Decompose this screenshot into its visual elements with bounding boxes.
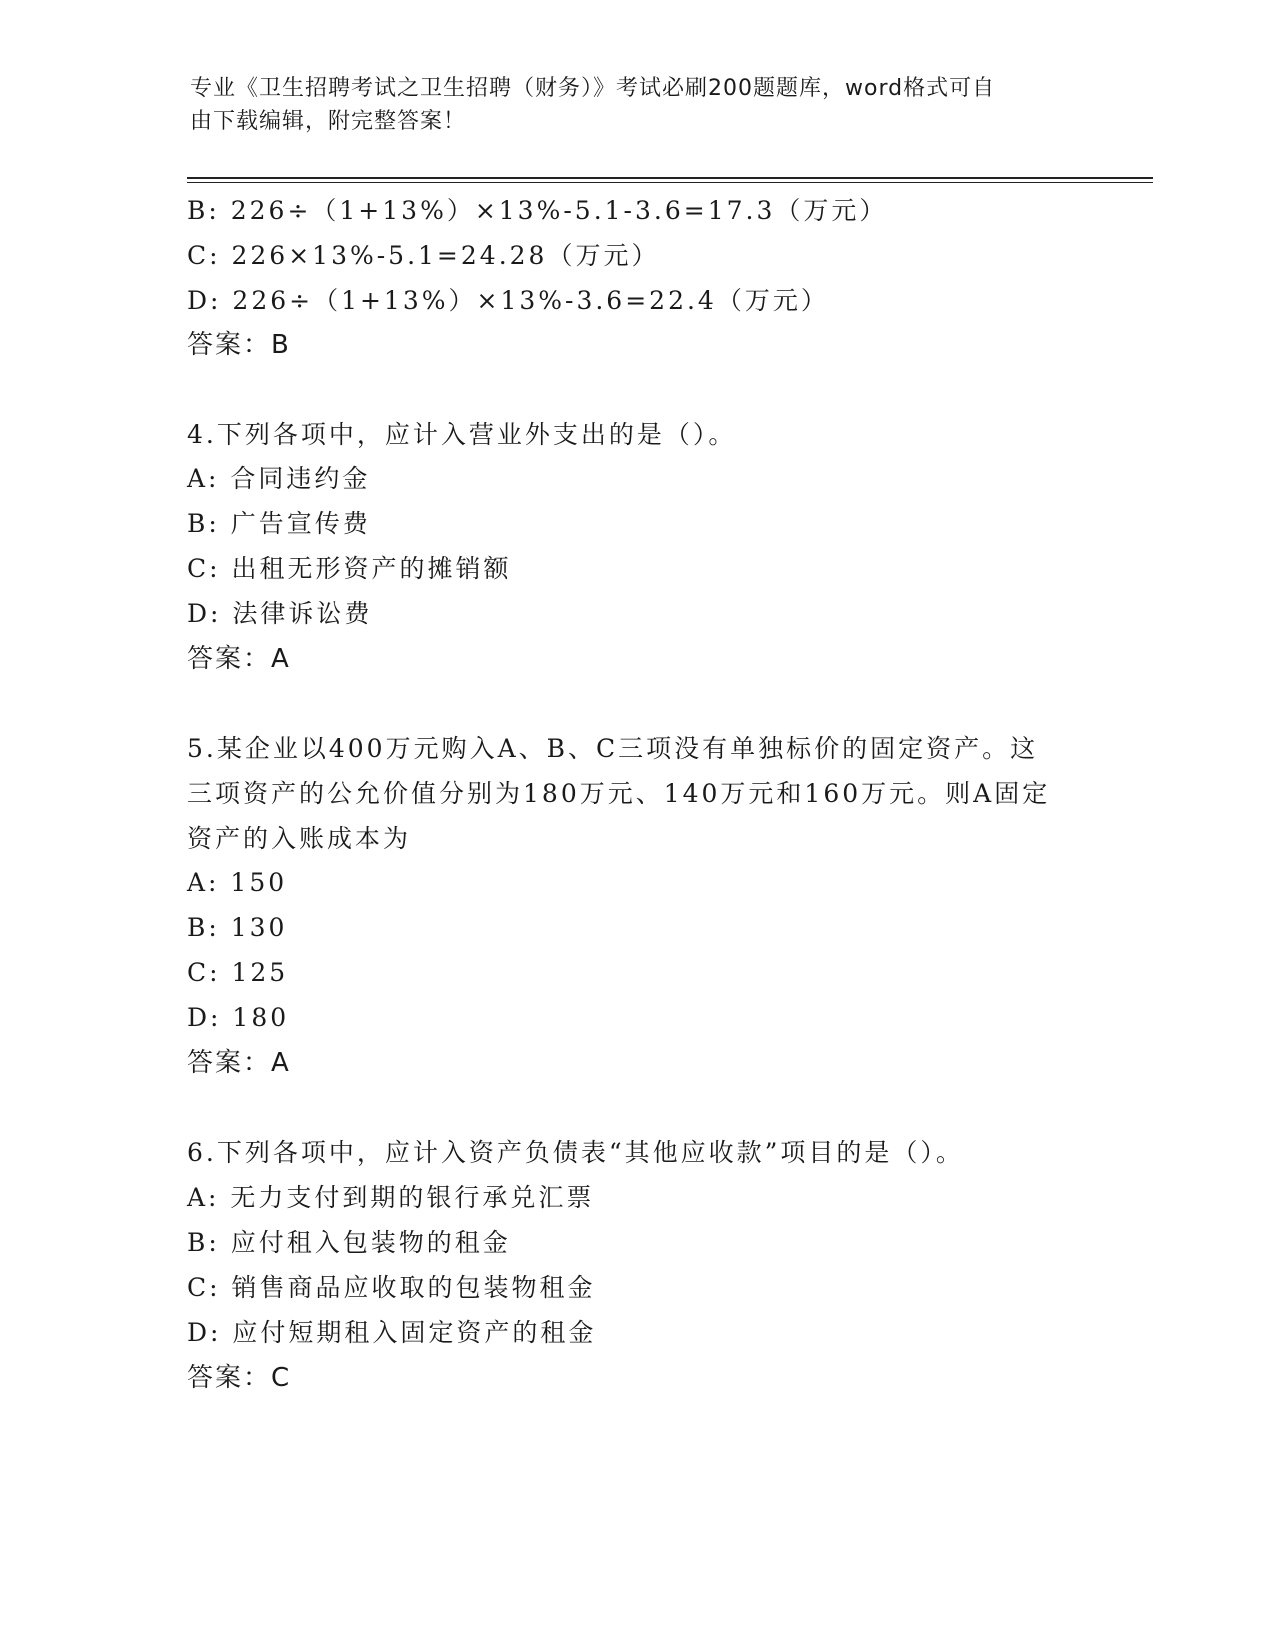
q5-stem-line-3: 资产的入账成本为 — [187, 824, 412, 853]
q4-stem: 4.下列各项中，应计入营业外支出的是（）。 — [187, 420, 737, 449]
q3-option-b: B: 226÷（1+13%）×13%-5.1-3.6=17.3（万元） — [187, 196, 888, 225]
q5-answer: 答案：A — [187, 1048, 291, 1078]
q4-answer: 答案：A — [187, 644, 291, 674]
q5-option-b: B: 130 — [187, 913, 288, 942]
header-rule-top — [187, 177, 1153, 179]
q4-option-b: B: 广告宣传费 — [187, 509, 371, 538]
q6-answer: 答案：C — [187, 1363, 292, 1393]
q3-option-c: C: 226×13%-5.1=24.28（万元） — [187, 241, 660, 270]
q3-option-d: D: 226÷（1+13%）×13%-3.6=22.4（万元） — [187, 286, 829, 315]
q3-answer: 答案：B — [187, 330, 291, 360]
header-rule-bottom — [187, 182, 1153, 183]
document-header-line-1: 专业《卫生招聘考试之卫生招聘（财务）》考试必刷200题题库，word格式可自 — [190, 76, 996, 101]
q5-option-c: C: 125 — [187, 958, 289, 987]
q5-option-a: A: 150 — [187, 868, 288, 897]
q5-stem-line-2: 三项资产的公允价值分别为180万元、140万元和160万元。则A固定 — [187, 779, 1051, 808]
q4-option-d: D: 法律诉讼费 — [187, 599, 373, 628]
q6-option-a: A: 无力支付到期的银行承兑汇票 — [187, 1183, 595, 1212]
q4-option-a: A: 合同违约金 — [187, 464, 371, 493]
q6-stem: 6.下列各项中，应计入资产负债表“其他应收款”项目的是（）。 — [187, 1138, 964, 1167]
q5-option-d: D: 180 — [187, 1003, 290, 1032]
document-header-line-2: 由下载编辑，附完整答案！ — [190, 109, 467, 134]
q6-option-b: B: 应付租入包装物的租金 — [187, 1228, 511, 1257]
q5-stem-line-1: 5.某企业以400万元购入A、B、C三项没有单独标价的固定资产。这 — [187, 734, 1039, 763]
q4-option-c: C: 出租无形资产的摊销额 — [187, 554, 512, 583]
q6-option-c: C: 销售商品应收取的包装物租金 — [187, 1273, 596, 1302]
q6-option-d: D: 应付短期租入固定资产的租金 — [187, 1318, 597, 1347]
